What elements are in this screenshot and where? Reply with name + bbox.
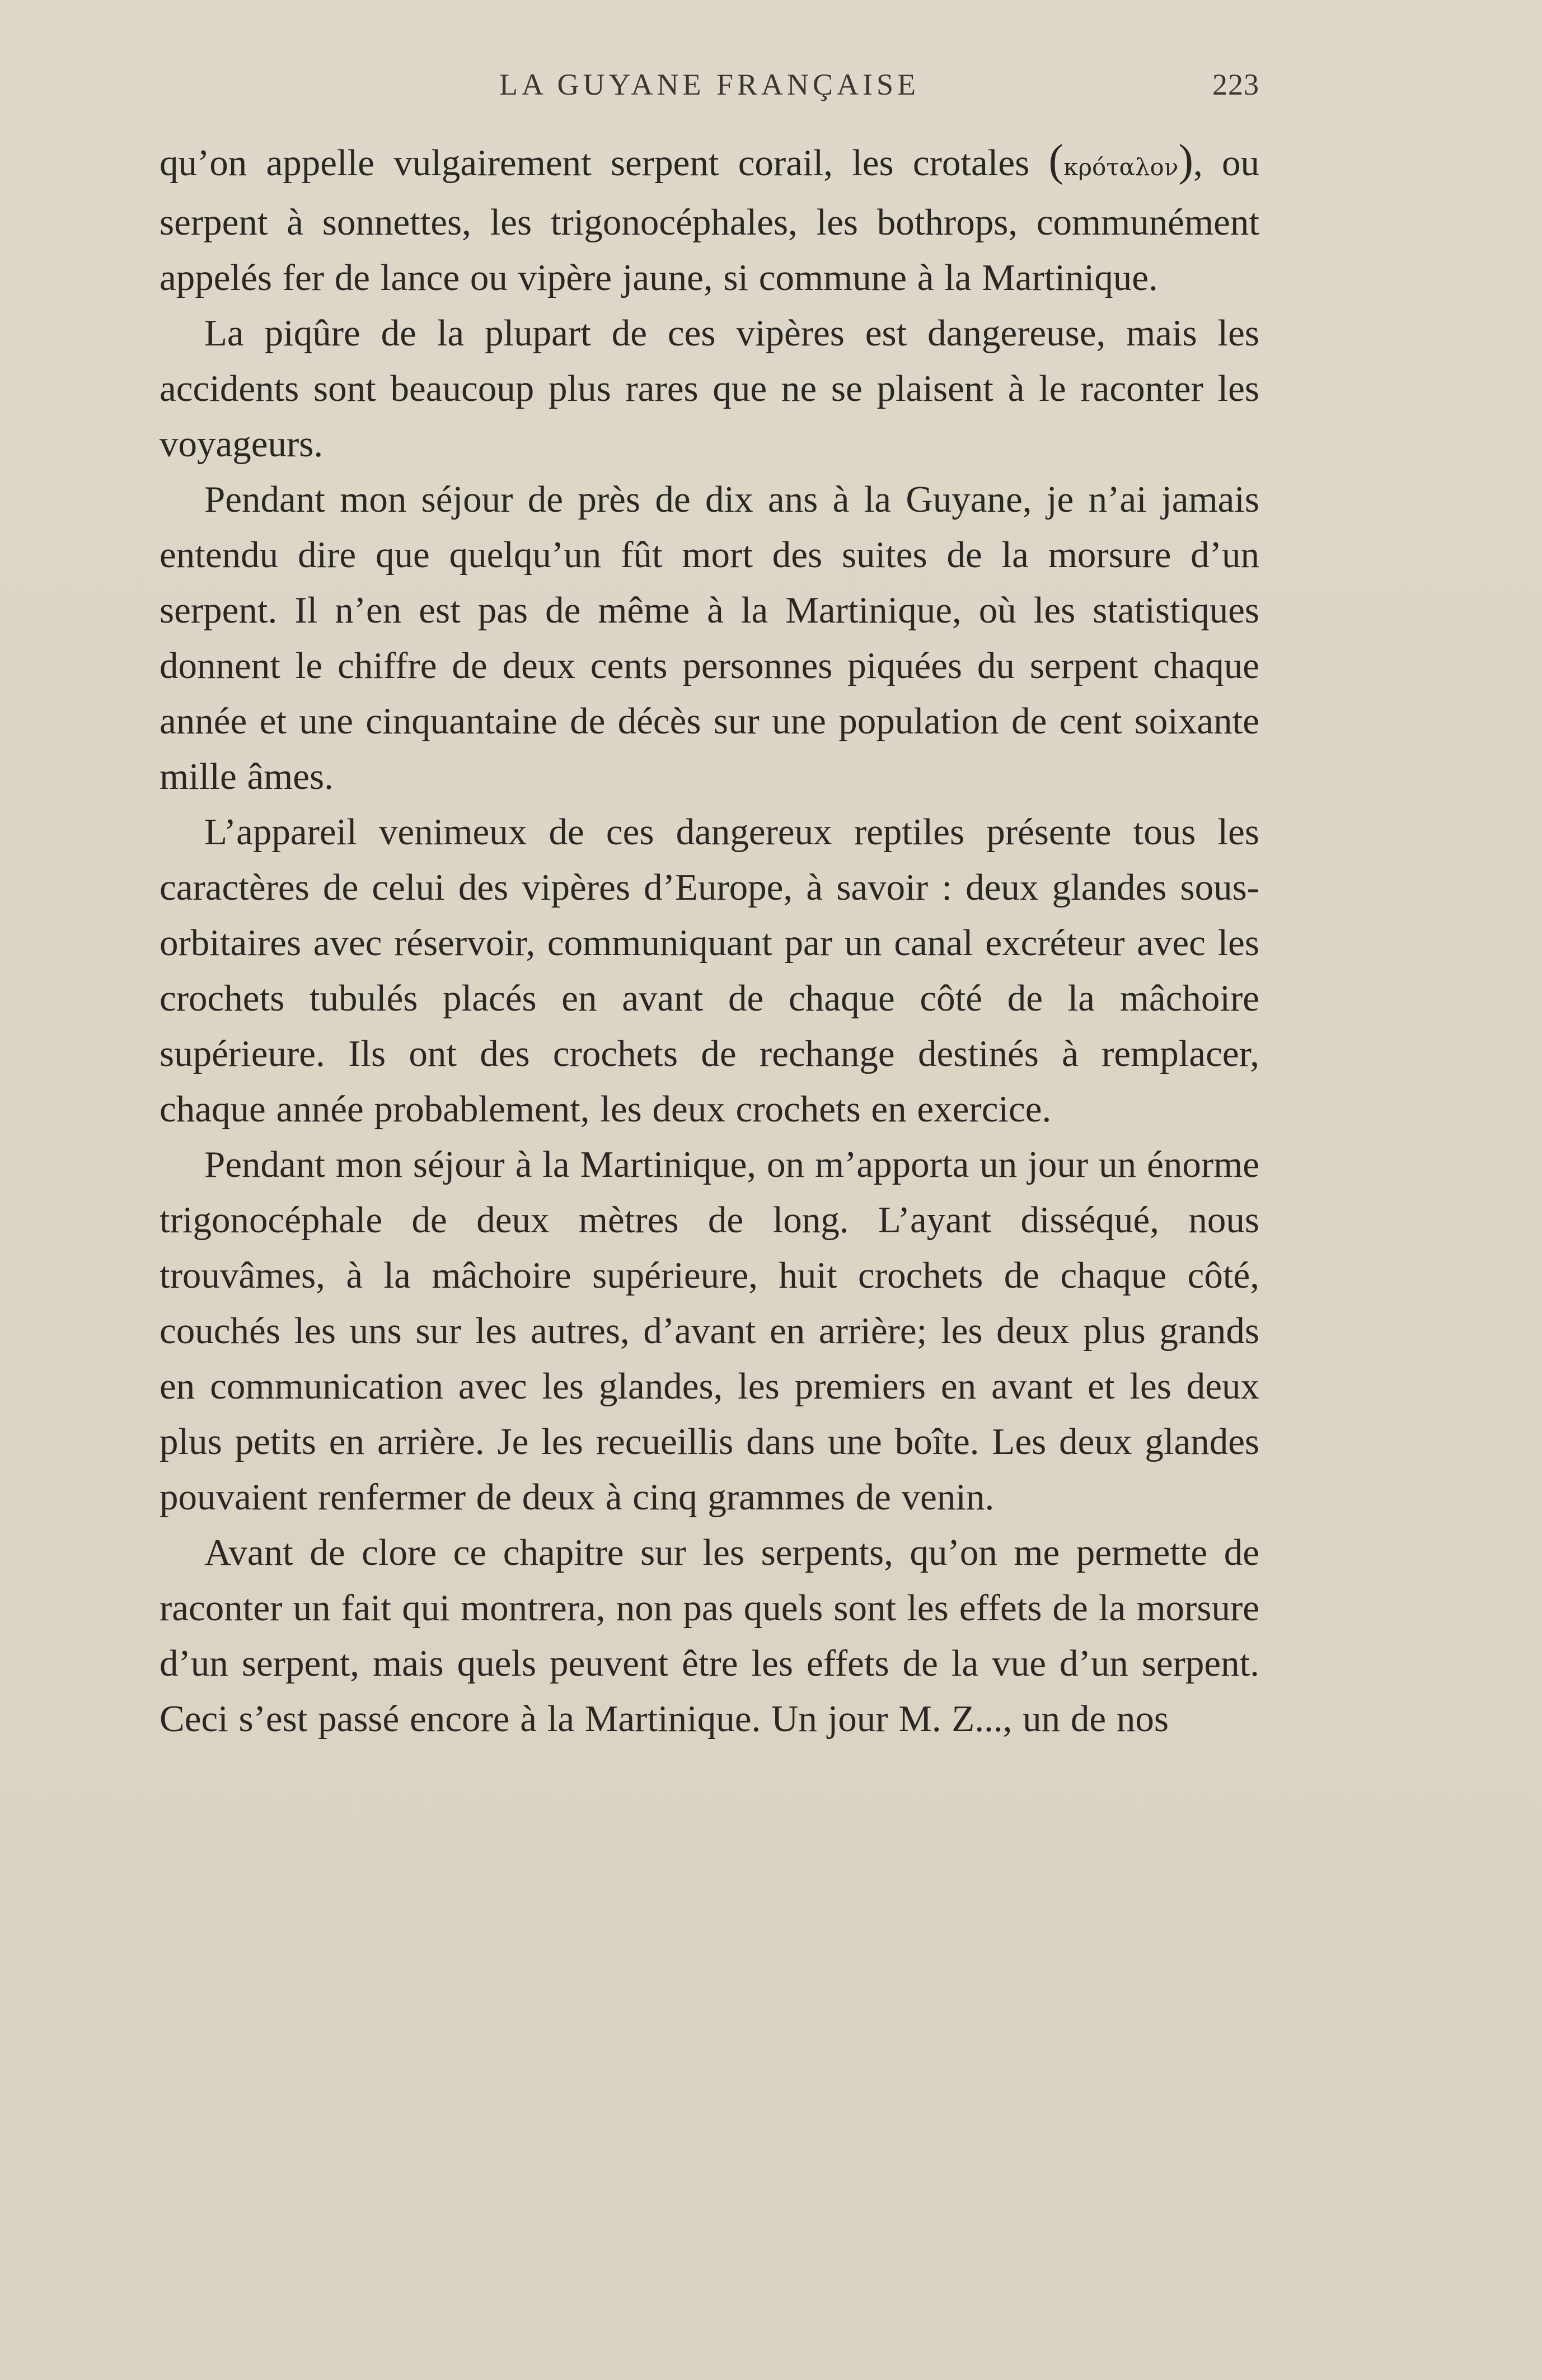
- paragraph-1-text-start: qu’on appelle vulgairement serpent corail, les crotales: [160, 142, 1049, 184]
- paragraph-6: Avant de clore ce chapitre sur les serpents, qu’on me permette de raconter un fait qui montrera, non pas quels sont les effets de la morsure d’un serpent, mais quels peuvent être les effets de la vue d’un serpent. Ceci s’est passé encore à la Martinique. Un jour M. Z..., un de nos: [160, 1532, 1259, 1740]
- paragraph-3: Pendant mon séjour de près de dix ans à la Guyane, je n’ai jamais entendu dire que quelqu’un fût mort des suites de la morsure d’un serpent. Il n’en est pas de même à la Martinique, où les statistiques donnent le chiffre de deux cents personnes piquées du serpent chaque année et une cinquantaine de décès sur une population de cent soixante mille âmes.: [160, 479, 1259, 797]
- running-head: [160, 67, 1259, 112]
- paragraph-1: [160, 133, 1259, 306]
- page-number: 223: [1212, 68, 1259, 101]
- paragraph-2: La piqûre de la plupart de ces vipères est dangereuse, mais les accidents sont beaucoup plus rares que ne se plaisent à le raconter les voyageurs.: [160, 312, 1259, 465]
- close-parenthesis: ): [1178, 136, 1193, 185]
- body-text: [160, 133, 1259, 1747]
- greek-word: κρόταλον: [1063, 153, 1179, 181]
- running-title: LA GUYANE FRANÇAISE: [499, 68, 920, 101]
- paragraph-4: L’appareil venimeux de ces dangereux reptiles présente tous les caractères de celui des vipères d’Europe, à savoir : deux glandes sous-orbitaires avec réservoir, communiquant par un canal excréteur avec les crochets tubulés placés en avant de chaque côté de la mâchoire supérieure. Ils ont des crochets de rechange destinés à remplacer, chaque année probablement, les deux crochets en exercice.: [160, 811, 1259, 1130]
- paragraph-5: Pendant mon séjour à la Martinique, on m’apporta un jour un énorme trigonocéphale de deux mètres de long. L’ayant disséqué, nous trouvâmes, à la mâchoire supérieure, huit crochets de chaque côté, couchés les uns sur les autres, d’avant en arrière; les deux plus grands en communication avec les glandes, les premiers en avant et les deux plus petits en arrière. Je les recueillis dans une boîte. Les deux glandes pouvaient renfermer de deux à cinq grammes de venin.: [160, 1144, 1259, 1518]
- paragraph-1-text-end: , ou serpent à sonnettes, les trigonocéphales, les bothrops, communément appelés fer de lance ou vipère jaune, si commune à la Martinique.: [160, 142, 1259, 298]
- open-parenthesis: (: [1048, 136, 1064, 185]
